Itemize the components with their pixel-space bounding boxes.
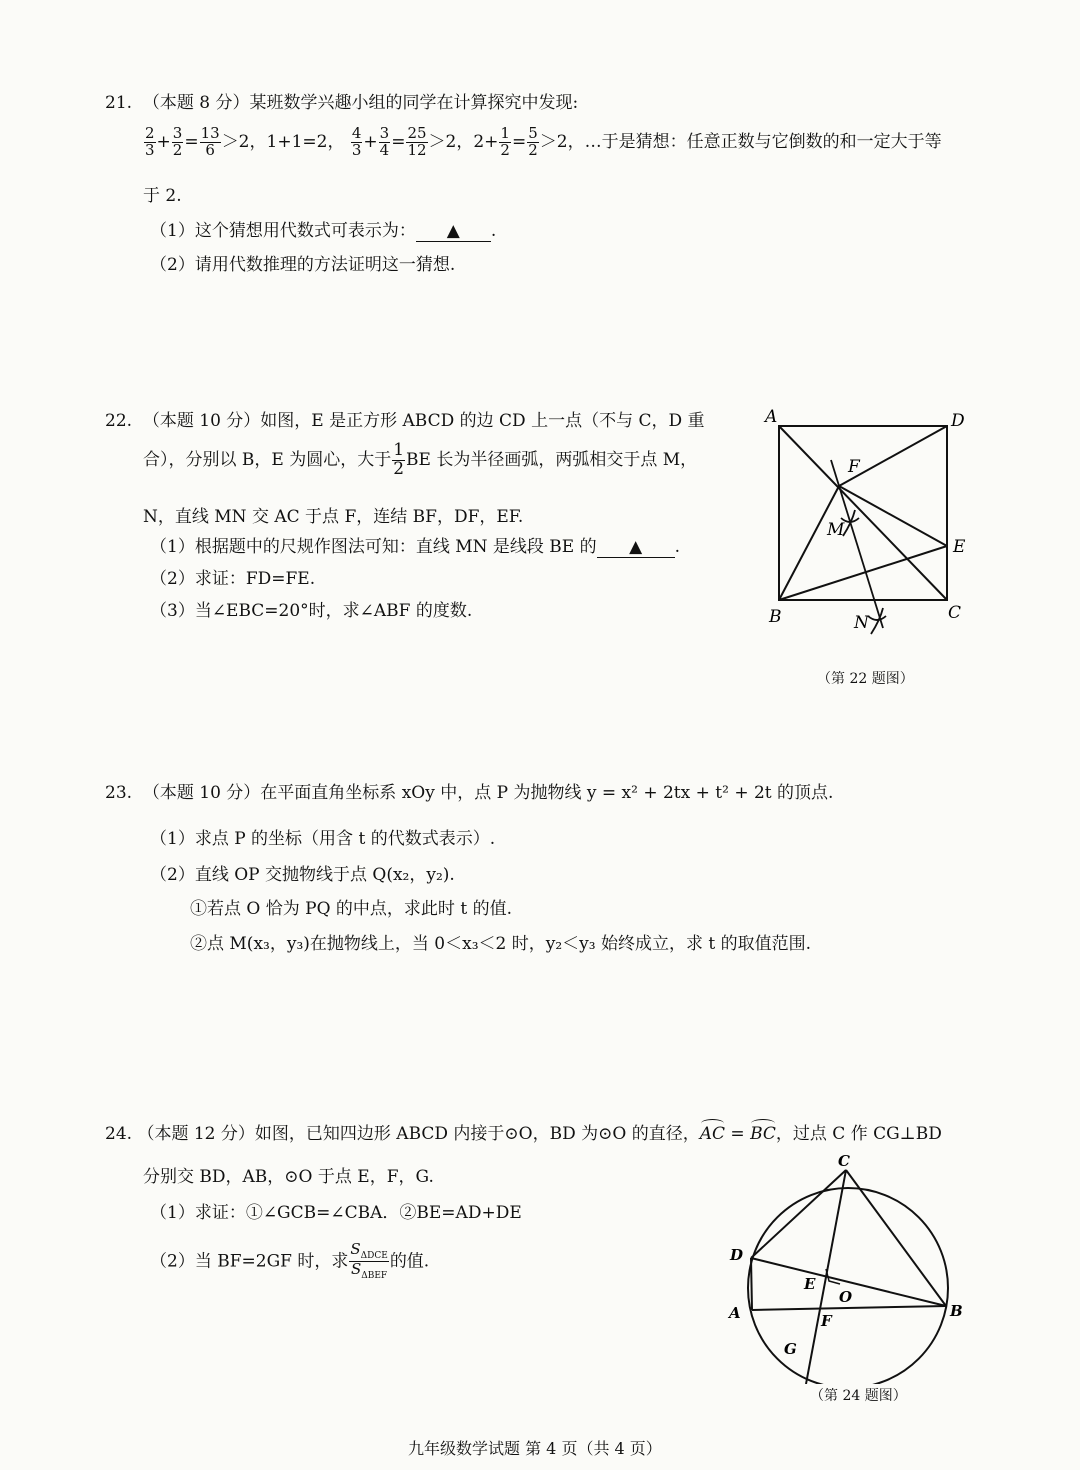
- q22-line2: 合），分别以 B，E 为圆心，大于 $\frac{1}{2}$ BE 长为半径画弧，两弧相交于点 M，: [143, 440, 698, 479]
- q24-header: 24. （本题 12 分）如图，已知四边形 ABCD 内接于⊙O，BD 为⊙O 的直径，AC = BC，过点 C 作 CG⊥BD: [105, 1124, 942, 1144]
- label-c: C: [838, 1152, 850, 1170]
- q24-caption: （第 24 题图）: [810, 1388, 907, 1404]
- q23-header: [105, 778, 833, 803]
- label-b: B: [769, 607, 782, 627]
- label-a: A: [729, 1304, 741, 1322]
- q23-part1: （1）求点 P 的坐标（用含 t 的代数式表示）.: [150, 829, 496, 849]
- q23-statement: （本题 10 分）在平面直角坐标系 xOy 中，点 P 为抛物线 y = x² + 2tx + t² + 2t 的顶点.: [142, 783, 834, 803]
- q22-statement: （本题 10 分）如图，E 是正方形 ABCD 的边 CD 上一点（不与 C，D 重: [142, 411, 705, 431]
- q21-statement: （本题 8 分）某班数学兴趣小组的同学在计算探究中发现:: [142, 93, 579, 113]
- q21-examples: $\frac{2}{3}$ + $\frac{3}{2}$ = $\frac{13}{6}$ ＞2，1+1=2， $\frac{4}{3}$ + $\frac{3}{4}$ = $\frac{25}{12}$ ＞2，2+ $\frac{1}{2}$ = $\frac{5}{2}$ ＞2，…于是猜想：任意正数与它倒数的和一定大于等: [145, 124, 942, 159]
- q22-line3: N，直线 MN 交 AC 于点 F，连结 BF，DF，EF.: [143, 507, 524, 527]
- answer-blank[interactable]: [416, 221, 491, 242]
- q24-number: 24.: [105, 1124, 133, 1144]
- q21-part1: （1）这个猜想用代数式可表示为： ▲ .: [150, 221, 497, 241]
- q22-part3: （3）当∠EBC=20°时，求∠ABF 的度数.: [150, 601, 473, 621]
- circle-o: [748, 1188, 948, 1384]
- q21-part2: （2）请用代数推理的方法证明这一猜想.: [150, 255, 456, 275]
- q24-part2: （2）当 BF=2GF 时，求 $\frac{S_{\Delta DCE}}{S_{\Delta BEF}}$ 的值.: [150, 1240, 430, 1282]
- label-d: D: [730, 1246, 744, 1264]
- label-e: E: [953, 537, 966, 557]
- q22-figure: [755, 400, 985, 640]
- q23-part2: （2）直线 OP 交抛物线于点 Q(x₂，y₂).: [150, 865, 455, 885]
- line-ad: [751, 1258, 752, 1310]
- label-m: M: [827, 520, 845, 540]
- line-mn: [831, 460, 883, 628]
- q24-line2: 分别交 BD，AB，⊙O 于点 E，F，G.: [143, 1167, 434, 1187]
- q21-line2: 于 2.: [143, 186, 182, 206]
- answer-blank[interactable]: [597, 537, 675, 558]
- label-f: F: [821, 1312, 832, 1330]
- right-angle-mark: [826, 1269, 840, 1284]
- label-b: B: [950, 1302, 963, 1320]
- q22-header: [105, 406, 705, 431]
- q23-sub2: ②点 M(x₃，y₃)在抛物线上，当 0＜x₃＜2 时，y₂＜y₃ 始终成立，求 t 的取值范围.: [190, 934, 812, 954]
- q21-line1-tail: …于是猜想：任意正数与它倒数的和一定大于等: [584, 131, 942, 152]
- label-a: A: [765, 407, 778, 427]
- page-footer: 九年级数学试题 第 4 页（共 4 页）: [408, 1439, 662, 1458]
- label-o: O: [839, 1288, 853, 1306]
- triangle-icon: ▲: [446, 221, 460, 241]
- q22-caption: （第 22 题图）: [817, 671, 914, 687]
- label-n: N: [854, 613, 869, 633]
- label-d: D: [951, 411, 965, 431]
- label-c: C: [948, 603, 962, 623]
- q22-part1: （1）根据题中的尺规作图法可知：直线 MN 是线段 BE 的 ▲ .: [150, 537, 681, 557]
- label-f: F: [848, 457, 860, 477]
- label-e: E: [804, 1275, 816, 1293]
- triangle-icon: ▲: [629, 537, 643, 557]
- q22-number: 22.: [105, 411, 133, 431]
- line-df: [839, 426, 947, 486]
- line-ab: [752, 1306, 946, 1310]
- label-g: G: [784, 1340, 797, 1358]
- q21-header: [105, 88, 578, 113]
- q23-number: 23.: [105, 783, 133, 803]
- q24-part1: （1）求证：①∠GCB=∠CBA．②BE=AD+DE: [150, 1203, 522, 1223]
- q23-sub1: ①若点 O 恰为 PQ 的中点，求此时 t 的值.: [190, 899, 512, 919]
- q22-part2: （2）求证：FD=FE.: [150, 569, 316, 589]
- q21-number: 21.: [105, 93, 133, 113]
- q24-figure: [720, 1148, 980, 1384]
- arc-n: [868, 616, 886, 620]
